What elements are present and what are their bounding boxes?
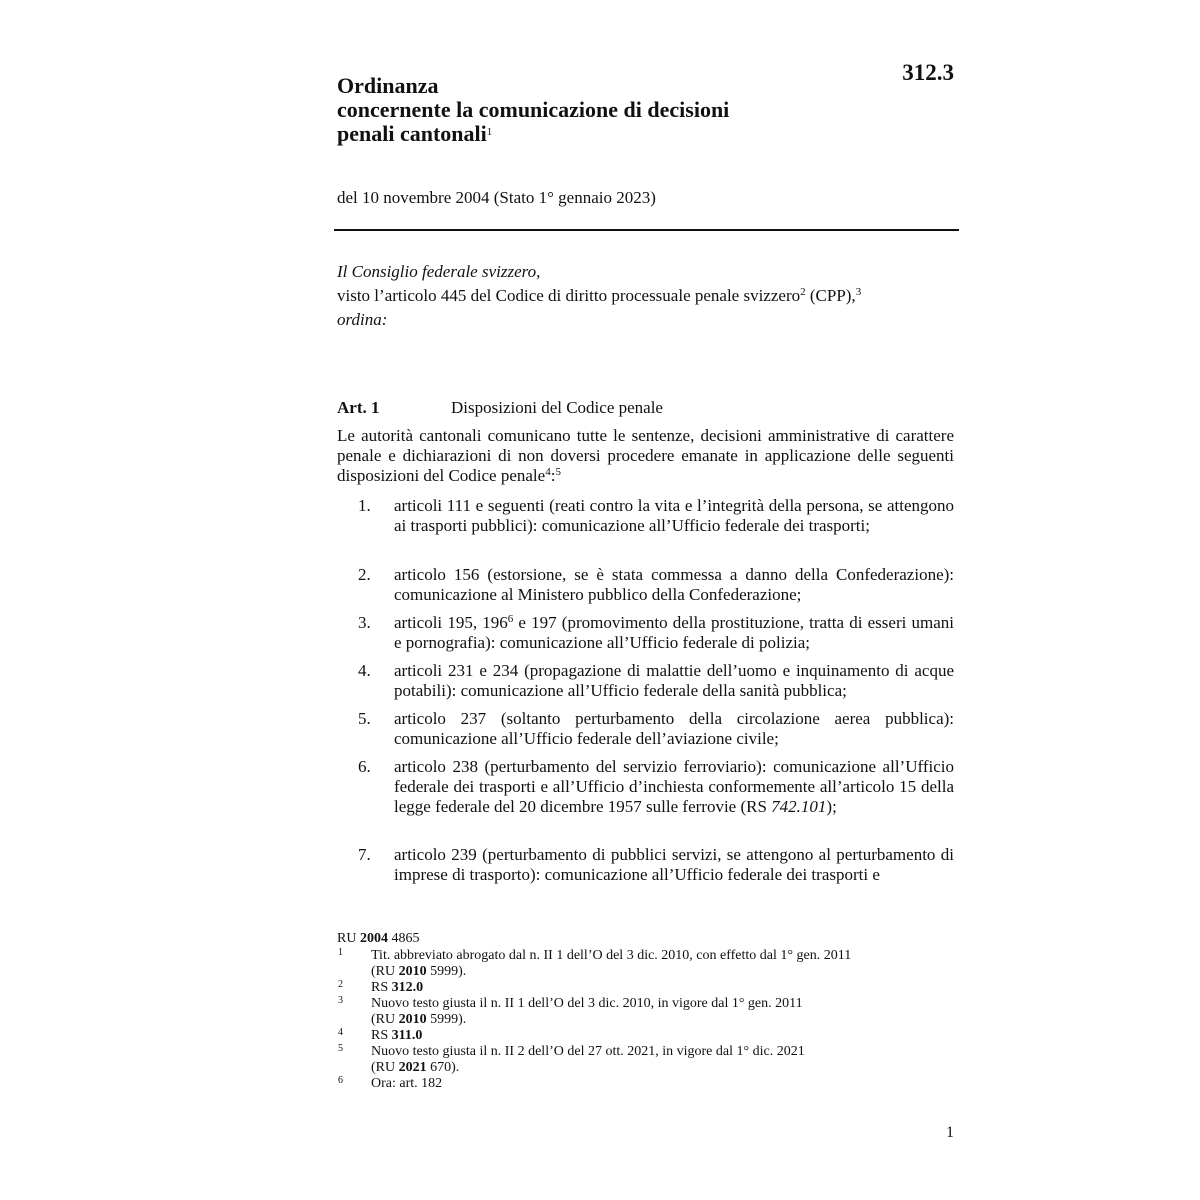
footnote-year: 2021 [398, 1060, 427, 1075]
ru-prefix: RU [337, 931, 360, 946]
footnote [337, 1076, 957, 1092]
article-heading [337, 398, 957, 418]
article-item-list [337, 496, 954, 885]
list-item-number: 5. [358, 709, 371, 728]
preamble-authority: Il Consiglio federale svizzero, [337, 262, 541, 281]
footnote-text: Ora: art. 182 [371, 1076, 443, 1091]
ru-page: 4865 [387, 931, 420, 946]
preamble-visto-text: visto l’articolo 445 del Codice di diritto processuale penale svizzero [337, 286, 801, 305]
article-title: Disposizioni del Codice penale [451, 398, 663, 417]
footnote-text [371, 980, 957, 996]
list-item-number: 6. [358, 757, 371, 776]
footnote-ref[interactable]: 1 [486, 126, 493, 138]
footnote-text: Tit. abbreviato abrogato dal n. II 1 dell’O del 3 dic. 2010, con effetto dal 1° gen. 2011 [371, 948, 852, 963]
article-number: Art. 1 [337, 398, 380, 417]
list-item-number: 3. [358, 613, 371, 632]
footnote-text: RS [371, 1028, 392, 1043]
footnote-continuation [371, 1060, 957, 1076]
footnote-ref[interactable]: 2 [800, 286, 806, 298]
footnote-text: Nuovo testo giusta il n. II 2 dell’O del 27 ott. 2021, in vigore dal 1° dic. 2021 [371, 1044, 805, 1059]
list-item-text: articolo 238 (perturbamento del servizio ferroviario): comunicazione all’Ufficio federale dei trasporti e all’Ufficio d’inchiesta conformemente all’articolo 15 della legge federale del 20 dicembre 1957 sulle ferrovie (RS [394, 757, 954, 816]
list-item-text: articoli 231 e 234 (propagazione di malattie dell’uomo e inquinamento di acque potabili): comunicazione all’Ufficio federale della sanità pubblica; [394, 661, 954, 700]
sr-number: 312.3 [902, 60, 954, 85]
footnote-number: 4 [338, 1027, 343, 1038]
footnote [337, 1028, 957, 1044]
footnote [337, 980, 957, 996]
footnote-text: 5999). [426, 964, 467, 979]
footnote-continuation [371, 1012, 957, 1028]
list-item [337, 496, 954, 558]
title-line-3-text: penali cantonali [337, 121, 487, 146]
footnote-ref[interactable]: 5 [555, 466, 561, 478]
list-item [337, 709, 954, 749]
footnote-rs-number: 312.0 [391, 980, 424, 995]
document-title [337, 74, 837, 146]
footnote-number: 3 [338, 995, 343, 1006]
footnote-rs-number: 311.0 [391, 1028, 423, 1043]
preamble [337, 260, 957, 332]
footnotes [337, 931, 957, 1092]
footnote-text: (RU [371, 964, 399, 979]
footnote-number: 5 [338, 1043, 343, 1054]
ru-year: 2004 [359, 931, 388, 946]
footnote-ref[interactable]: 6 [507, 613, 514, 625]
list-item-text: e 197 (promovimento della prostituzione, tratta di esseri umani e pornografia): comunicazione all’Ufficio federale di polizia; [394, 613, 954, 652]
footnote-text: Nuovo testo giusta il n. II 1 dell’O del 3 dic. 2010, in vigore dal 1° gen. 2011 [371, 996, 803, 1011]
footnote-text: 5999). [426, 1012, 467, 1027]
footnote-year: 2010 [398, 964, 427, 979]
list-item [337, 661, 954, 701]
footnote-text: (RU [371, 1060, 399, 1075]
footnote-number: 1 [338, 947, 343, 958]
title-line-3 [337, 122, 837, 146]
article-intro-text: Le autorità cantonali comunicano tutte le sentenze, decisioni amministrative di carattere penale e dichiarazioni di non doversi procedere emanate in applicazione delle seguenti disposizioni del Codice penale [337, 426, 954, 485]
rs-reference-link[interactable]: 742.101 [771, 797, 827, 816]
footnote-text: 670). [426, 1060, 460, 1075]
footnote-ref[interactable]: 4 [545, 466, 551, 478]
footnote [337, 1044, 957, 1076]
footnote-continuation [371, 964, 957, 980]
preamble-visto [337, 284, 957, 308]
footnote-ref[interactable]: 3 [855, 286, 862, 298]
list-item [337, 613, 954, 653]
date-line: del 10 novembre 2004 (Stato 1° gennaio 2023) [337, 188, 656, 207]
article-intro [337, 426, 954, 486]
footnote-text [371, 1028, 957, 1044]
list-item-number: 2. [358, 565, 371, 584]
list-item-text: ); [826, 797, 837, 816]
preamble-ordina: ordina: [337, 310, 388, 329]
list-item-text: articolo 239 (perturbamento di pubblici servizi, se attengono al perturbamento di imprese di trasporto): comunicazione all’Ufficio federale dei trasporti e [394, 845, 954, 884]
footnote-number: 6 [338, 1075, 343, 1086]
list-item [337, 757, 954, 837]
title-divider [334, 229, 959, 231]
list-item [337, 565, 954, 605]
ru-reference [337, 931, 957, 947]
footnote-text: RS [371, 980, 392, 995]
list-item-text: articolo 156 (estorsione, se è stata commessa a danno della Confederazione): comunicazione al Ministero pubblico della Confederazione; [394, 565, 954, 604]
preamble-visto-tail: (CPP), [805, 286, 856, 305]
list-item-number: 1. [358, 496, 371, 515]
list-item-text: articolo 237 (soltanto perturbamento della circolazione aerea pubblica): comunicazione all’Ufficio federale dell’aviazione civile; [394, 709, 954, 748]
list-item-number: 7. [358, 845, 371, 864]
footnote-year: 2010 [398, 1012, 427, 1027]
article-intro-sep: : [550, 466, 556, 485]
list-item-text: articoli 111 e seguenti (reati contro la vita e l’integrità della persona, se attengono ai trasporti pubblici): comunicazione all’Ufficio federale dei trasporti; [394, 496, 954, 535]
footnote [337, 948, 957, 980]
list-item-number: 4. [358, 661, 371, 680]
page-number: 1 [946, 1124, 954, 1141]
footnote-number: 2 [338, 979, 343, 990]
footnote [337, 996, 957, 1028]
footnote-text: (RU [371, 1012, 399, 1027]
list-item-text: articoli 195, 196 [394, 613, 508, 632]
title-line-2: concernente la comunicazione di decisioni [337, 97, 730, 122]
title-line-1: Ordinanza [337, 73, 439, 98]
list-item [337, 845, 954, 885]
